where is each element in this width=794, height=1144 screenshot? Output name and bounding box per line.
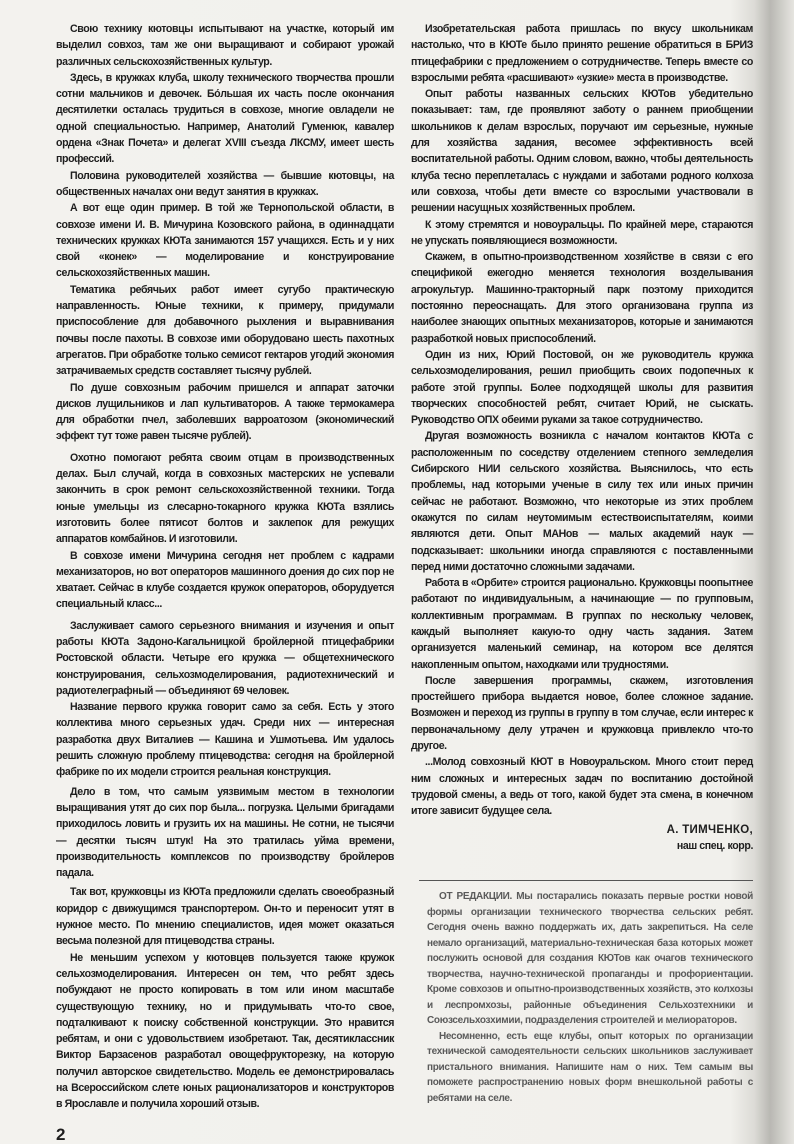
author-signature: [411, 822, 753, 855]
paragraph: Так вот, кружковцы из КЮТа предложили сделать своеобразный коридор с движущимся транспортером. Он-то и переносит утят в нужное место. По мнению специалистов, идея может оказаться весьма полезной для птицеводства страны.: [56, 886, 394, 948]
paragraph: Изобретательская работа пришлась по вкусу школьникам настолько, что в КЮТе было принято решение обратиться в БРИЗ птицефабрики с предложением о сотрудничестве. Теперь вместе со взрослыми ребята «расшивают» «узкие» места в производстве.: [411, 23, 753, 84]
paragraph: По душе совхозным рабочим пришелся и аппарат заточки дисков лущильников и лап культиваторов. А также термокамера для обработки пчел, заболевших варроатозом (экономический эффект тут тоже равен тысяче рублей).: [56, 381, 394, 443]
paragraph: Работа в «Орбите» строится рационально. Кружковцы поопытнее работают по индивидуальным, а начинающие — по групповым, коллективным программам. В группах по нескольку человек, каждый выполняет какую-то одну часть задания. Затем организуется маленький семинар, на котором все делятся накопленным опытом, находками или трудностями.: [411, 577, 753, 671]
paragraph: Половина руководителей хозяйства — бывшие кютовцы, на общественных началах они ведут занятия в кружках.: [56, 169, 394, 198]
author-name: А. ТИМЧЕНКО,: [666, 823, 753, 836]
paragraph: Охотно помогают ребята своим отцам в производственных делах. Был случай, когда в совхозных мастерских не успевали закончить в срок ремонт сельскохозяйственной техники. Тогда юные умельцы из слесарно-токарного кружка КЮТа взялись изготовить более пятисот болтов и заклепок для режущих аппаратов комбайнов. И изготовили.: [56, 451, 394, 546]
paragraph: ...Молод совхозный КЮТ в Новоуральском. Много стоит перед ним сложных и интересных задач по воспитанию достойной трудовой смены, а ведь от того, какой будет эта смена, в конечном итоге зависит будущее села.: [411, 756, 753, 818]
page-number: 2: [56, 1124, 66, 1144]
paragraph: К этому стремятся и новоуральцы. По крайней мере, стараются не упускать появляющиеся возможности.: [411, 218, 753, 247]
editorial-text: Мы постарались показать первые ростки новой формы организации технического творчества сельских ребят. Сегодня очень важно поддержать их, дать закрепиться. На селе немало организаций, материально-техническая база которых может послужить основой для создания КЮТов как очагов технического творчества, научно-технической пропаганды и профориентации. Кроме совхозов и опытно-производственных хозяйств, это колхозы и леспромхозы, районные объединения Сельхозтехники и Союзсельхозхимии, подразделения строителей и мелиораторов.: [427, 891, 754, 1027]
paragraph: Тематика ребячьих работ имеет сугубо практическую направленность. Юные техники, к примеру, придумали приспособление для добавочного рыхления и выравнивания почвы после пахоты. В совхозе ими оборудовано шесть пахотных агрегатов. При обработке только семисот гектаров угодий экономия затрачиваемых средств составляет тысячу рублей.: [56, 283, 394, 378]
editorial-heading: ОТ РЕДАКЦИИ.: [439, 891, 513, 903]
paragraph: Другая возможность возникла с началом контактов КЮТа с расположенным по соседству отделением степного земледелия Сибирского НИИ сельского хозяйства. Выяснилось, что есть проблемы, над которыми ученые в силу тех или иных причин сейчас не работают. Возможно, что некоторые из этих проблем окажутся по силам неутомимым естествоиспытателям, коими являются дети. Опыт МАНов — малых академий наук — подсказывает: школьники иногда справляются с поставленными перед ними достаточно сложными задачами.: [411, 430, 753, 573]
paragraph: Не меньшим успехом у кютовцев пользуется также кружок сельхозмоделирования. Интересен он тем, что ребят здесь побуждают не просто копировать в том или ином масштабе существующую технику, но и придумывать что-то свое, подталкивают к поиску собственной конструкции. Это нравится ребятам, и они с удовольствием изобретают. Так, десятиклассник Виктор Барзасенов разработал овощефрукторезку, на которую получил авторское свидетельство. Модель ее демонстрировалась на Всероссийском слете юных рационализаторов и конструкторов в Ярославле и получила хороший отзыв.: [56, 951, 394, 1111]
paragraph: После завершения программы, скажем, изготовления простейшего прибора выдается новое, более сложное задание. Возможен и переход из группы в группу в том случае, если интерес к первоначальному делу утрачен и кружковца привлекло что-то другое.: [411, 674, 753, 753]
paragraph: Название первого кружка говорит само за себя. Есть у этого коллектива много серьезных удач. Среди них — интересная разработка двух Виталиев — Кашина и Ушмотьева. Им удалось решить сложную проблему птицеводства: сегодня на бройлерной фабрике по их модели строится реальная конструкция.: [56, 701, 394, 779]
editorial-note: [427, 889, 753, 1106]
paragraph: А вот еще один пример. В той же Тернопольской области, в совхозе имени И. В. Мичурина Козовского района, в одиннадцати технических кружках КЮТа занимаются 157 учащихся. Есть и у них свой «конек» — моделирование и конструирование сельскохозяйственных машин.: [56, 202, 394, 280]
paragraph: Здесь, в кружках клуба, школу технического творчества прошли сотни мальчиков и девочек. Бо́льшая их часть после окончания десятилетки осталась трудиться в совхозе, многие овладели не одной специальностью. Например, Анатолий Гуменюк, кавалер ордена «Знак Почета» и делегат XVIII съезда ЛКСМУ, имеет шесть профессий.: [56, 71, 394, 166]
paragraph: В совхозе имени Мичурина сегодня нет проблем с кадрами механизаторов, но вот операторов машинного доения до сих пор не хватает. Сейчас в клубе создается кружок операторов, оборудуется специальный класс...: [56, 549, 394, 611]
article-left-column: [56, 21, 394, 1143]
paragraph: Дело в том, что самым уязвимым местом в технологии выращивания утят до сих пор была... погрузка. Целыми бригадами приходилось ловить и грузить их на машины. Не сотни, не тысячи — десятки тысяч штук! На это тратилась уйма времени, производительность комплексов по производству бройлеров падала.: [56, 785, 394, 880]
paragraph: Заслуживает самого серьезного внимания и изучения и опыт работы КЮТа Задоно-Кагальницкой бройлерной птицефабрики Ростовской области. Четыре его кружка — общетехнического конструирования, сельхозмоделирования, радиотехнический и радиотелеграфный — объединяют 69 человек.: [56, 619, 394, 697]
paragraph: Один из них, Юрий Постовой, он же руководитель кружка сельхозмоделирования, решил приобщить своих подопечных к работе этой группы. Более подходящей школы для развития творческих способностей ребят, считает Юрий, не сыскать. Руководство ОПХ обеими руками за такое сотрудничество.: [411, 348, 753, 427]
paragraph: Опыт работы названных сельских КЮТов убедительно показывает: там, где проявляют заботу о раннем приобщении школьников к делам взрослых, поручают им серьезные, нужные для хозяйства задания, весомее эффективность всей воспитательной работы. Одним словом, важно, чтобы деятельность клуба тесно переплеталась с нуждами и заботами родного колхоза или совхоза, чтобы дети вместе со взрослыми участвовали в решении насущных хозяйственных проблем.: [411, 88, 753, 215]
divider: [419, 880, 753, 881]
author-role: наш спец. корр.: [676, 839, 753, 852]
editorial-paragraph: Несомненно, есть еще клубы, опыт которых по организации технической самодеятельности сельских школьников заслуживает пристального внимания. Напишите нам о них. Тем самым вы поможете распространению новых форм внешкольной работы с ребятами на селе.: [427, 1030, 753, 1104]
paragraph: Свою технику кютовцы испытывают на участке, который им выделил совхоз, там же они выращивают и собирают урожай различных сельскохозяйственных культур.: [56, 23, 394, 68]
article-right-column: [411, 21, 753, 1106]
editorial-paragraph: [427, 889, 753, 1029]
paragraph: Скажем, в опытно-производственном хозяйстве в связи с его спецификой ежегодно меняется технология возделывания агрокультур. Машинно-тракторный парк поэтому приходится постоянно переоснащать. Для этого организована группа из наиболее знающих опытных механизаторов, которые и занимаются разработкой новых приспособлений.: [411, 251, 753, 345]
